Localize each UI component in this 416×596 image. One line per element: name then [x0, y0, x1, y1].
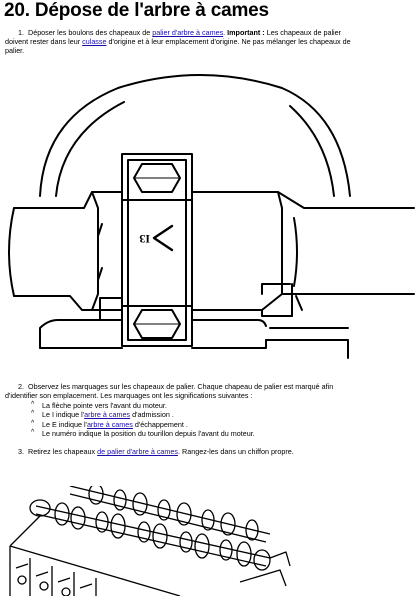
bearing-cap-marking: I3	[139, 232, 150, 246]
page-title: 20. Dépose de l'arbre à cames	[4, 0, 269, 21]
step-1-line-3: palier.	[5, 46, 25, 55]
list-item: ^ Le numéro indique la position du tourillon depuis l'avant du moteur.	[31, 428, 255, 438]
link-culasse[interactable]: culasse	[82, 37, 107, 46]
list-item: ^ Le E indique l'arbre à cames d'échappement .	[31, 419, 188, 429]
important-label: Important :	[227, 28, 265, 37]
bearing-cap-figure	[0, 58, 416, 368]
link-arbre-a-cames-echappement[interactable]: arbre à cames	[86, 419, 133, 429]
step-1-line-1: 1. Déposer les boulons des chapeaux de palier d'arbre à cames. Important : Les chapeaux de palier	[18, 28, 342, 37]
step-3-line-1: 3. Retirez les chapeaux de palier d'arbre à cames. Rangez-les dans un chiffon propre.	[18, 447, 294, 456]
step-2-line-2: d'identifier son emplacement. Les marquages ont les significations suivantes :	[5, 391, 253, 400]
link-arbre-a-cames-admission[interactable]: arbre à cames	[84, 410, 131, 420]
list-item: ^ La flèche pointe vers l'avant du moteur.	[31, 401, 167, 410]
list-item: ^ Le I indique l'arbre à cames d'admission .	[31, 410, 174, 420]
step-2-line-1: 2. Observez les marquages sur les chapeaux de palier. Chaque chapeau de palier est marqué afin	[18, 382, 334, 391]
camshaft-figure	[0, 486, 416, 596]
link-palier-arbre-a-cames[interactable]: palier d'arbre à cames	[152, 28, 224, 37]
step-1-line-2: doivent rester dans leur culasse d'origine et à leur emplacement d'origine. Ne pas mélanger les chapeaux de	[5, 37, 351, 46]
marking-list	[31, 401, 255, 438]
link-palier-arbre-a-cames-step3[interactable]: de palier d'arbre à cames	[97, 447, 179, 456]
